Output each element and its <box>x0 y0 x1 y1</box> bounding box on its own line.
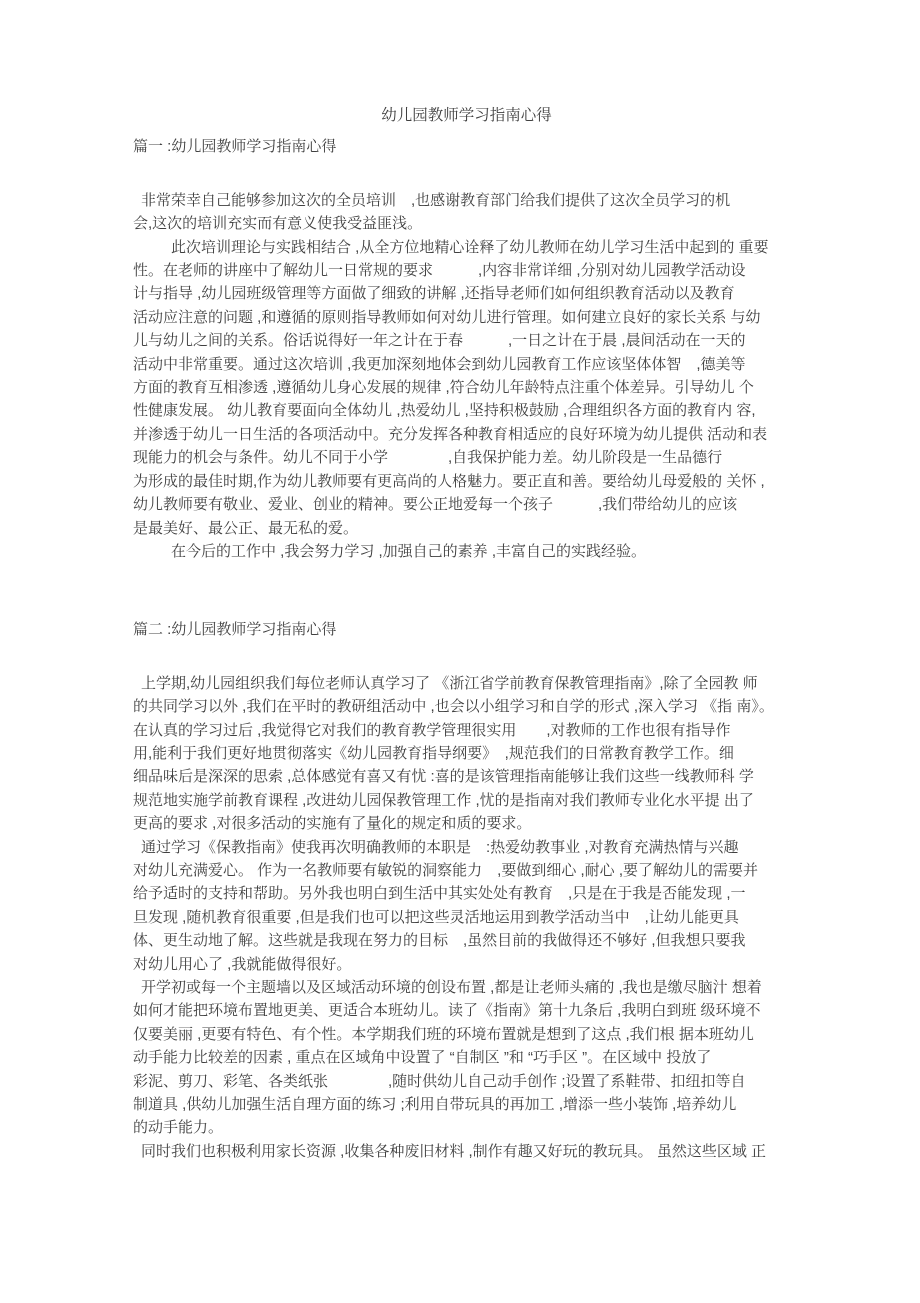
text-line: 旦发现 ,随机教育很重要 ,但是我们也可以把这些灵活地运用到教学活动当中 ,让幼儿能更具 <box>133 908 739 926</box>
section-body <box>133 189 800 564</box>
text-line: 规范地实施学前教育课程 ,改进幼儿园保教管理工作 ,忧的是指南对我们教师专业化水平提 出了 <box>133 791 754 809</box>
text-line: 如何才能把环境布置地更美、更适合本班幼儿。读了《指南》第十九条后 ,我明白到班 级环境不 <box>133 1002 761 1020</box>
text-line: 仅要美丽 ,更要有特色、有个性。本学期我们班的环境布置就是想到了这点 ,我们根 据本班幼儿 <box>133 1025 754 1043</box>
text-line: 幼儿教师要有敬业、爱业、创业的精神。要公正地爱每一个孩子 ,我们带给幼儿的应该 <box>133 496 738 514</box>
text-line: 给予适时的支持和帮助。另外我也明白到生活中其实处处有教育 ,只是在于我是否能发现 ,一 <box>133 885 746 903</box>
text-line: 现能力的机会与条件。幼儿不同于小学 ,自我保护能力差。幼儿阶段是一生品德行 <box>133 449 723 467</box>
text-line: 的共同学习以外 ,我们在平时的教研组活动中 ,也会以小组学习和自学的形式 ,深入学习 《指 南》。 <box>133 698 774 716</box>
text-line: 性健康发展。 幼儿教育要面向全体幼儿 ,热爱幼儿 ,坚持积极鼓励 ,合理组织各方面的教育内 容, <box>133 402 756 420</box>
section-heading: 篇一 :幼儿园教师学习指南心得 <box>133 138 337 156</box>
text-line: 彩泥、剪刀、彩笔、各类纸张 ,随时供幼儿自己动手创作 ;设置了系鞋带、扣纽扣等自 <box>133 1072 746 1090</box>
text-line: 非常荣幸自己能够参加这次的全员培训 ,也感谢教育部门给我们提供了这次全员学习的机 <box>141 191 731 209</box>
text-line: 更高的要求 ,对很多活动的实施有了量化的规定和质的要求。 <box>133 815 532 833</box>
section-heading: 篇二 :幼儿园教师学习指南心得 <box>133 621 337 639</box>
text-line: 通过学习《保教指南》使我再次明确教师的本职是 :热爱幼教事业 ,对教育充满热情与兴趣 <box>141 838 739 856</box>
text-line: 对幼儿充满爱心。 作为一名教师要有敏锐的洞察能力 ,要做到细心 ,耐心 ,要了解幼儿的需要并 <box>133 861 759 879</box>
text-line: 此次培训理论与实践相结合 ,从全方位地精心诠释了幼儿教师在幼儿学习生活中起到的 重要 <box>171 238 769 256</box>
text-line: 动手能力比较差的因素 , 重点在区域角中设置了 “自制区 ”和 “巧手区 ”。在区域中 投放了 <box>133 1049 712 1067</box>
text-line: 活动应注意的问题 ,和遵循的原则指导教师如何对幼儿进行管理。如何建立良好的家长关系 与幼 <box>133 308 761 326</box>
text-line: 用,能利于我们更好地贯彻落实《幼儿园教育指导纲要》 ,规范我们的日常教育教学工作。细 <box>133 744 734 762</box>
text-line: 计与指导 ,幼儿园班级管理等方面做了细致的讲解 ,还指导老师们如何组织教育活动以及教育 <box>133 285 735 303</box>
text-line: 会,这次的培训充实而有意义使我受益匪浅。 <box>133 215 423 233</box>
text-line: 性。在老师的讲座中了解幼儿一日常规的要求 ,内容非常详细 ,分别对幼儿园教学活动设 <box>133 262 746 280</box>
text-line: 在今后的工作中 ,我会努力学习 ,加强自己的素养 ,丰富自己的实践经验。 <box>171 542 647 560</box>
section-body <box>133 672 800 1164</box>
text-line: 儿与幼儿之间的关系。俗话说得好一年之计在于春 ,一日之计在于晨 ,晨间活动在一天的 <box>133 332 746 350</box>
text-line: 制道具 ,供幼儿加强生活自理方面的练习 ;利用自带玩具的再加工 ,增添一些小装饰 ,培养幼儿 <box>133 1096 737 1114</box>
text-line: 并渗透于幼儿一日生活的各项活动中。充分发挥各种教育相适应的良好环境为幼儿提供 活动和表 <box>133 425 768 443</box>
text-line: 体、更生动地了解。这些就是我现在努力的目标 ,虽然目前的我做得还不够好 ,但我想只要我 <box>133 932 746 950</box>
text-line: 方面的教育互相渗透 ,遵循幼儿身心发展的规律 ,符合幼儿年龄特点注重个体差异。引导幼儿 个 <box>133 379 754 397</box>
text-line: 上学期,幼儿园组织我们每位老师认真学习了 《浙江省学前教育保教管理指南》,除了全园教 师 <box>141 674 758 692</box>
text-line: 细品味后是深深的思索 ,总体感觉有喜又有忧 :喜的是该管理指南能够让我们这些一线教师科 学 <box>133 768 754 786</box>
document-section <box>133 618 800 1163</box>
text-line: 对幼儿用心了 ,我就能做得很好。 <box>133 955 352 973</box>
document-body <box>133 135 800 1163</box>
document-title: 幼儿园教师学习指南心得 <box>381 107 552 124</box>
text-line: 同时我们也积极利用家长资源 ,收集各种废旧材料 ,制作有趣又好玩的教玩具。 虽然这些区域 正 <box>141 1142 767 1160</box>
document-section <box>133 135 800 563</box>
text-line: 活动中非常重要。通过这次培训 ,我更加深刻地体会到幼儿园教育工作应该坚体体智 ,德美等 <box>133 355 746 373</box>
text-line: 在认真的学习过后 ,我觉得它对我们的教育教学管理很实用 ,对教师的工作也很有指导作 <box>133 721 731 739</box>
text-line: 的动手能力。 <box>133 1119 224 1137</box>
text-line: 是最美好、最公正、最无私的爱。 <box>133 519 359 537</box>
text-line: 为形成的最佳时期,作为幼儿教师要有更高尚的人格魅力。要正直和善。要给幼儿母爱般的 关怀 , <box>133 472 765 490</box>
text-line: 开学初或每一个主题墙以及区域活动环境的创设布置 ,都是让老师头痛的 ,我也是缴尽脑汁 想着 <box>141 979 762 996</box>
